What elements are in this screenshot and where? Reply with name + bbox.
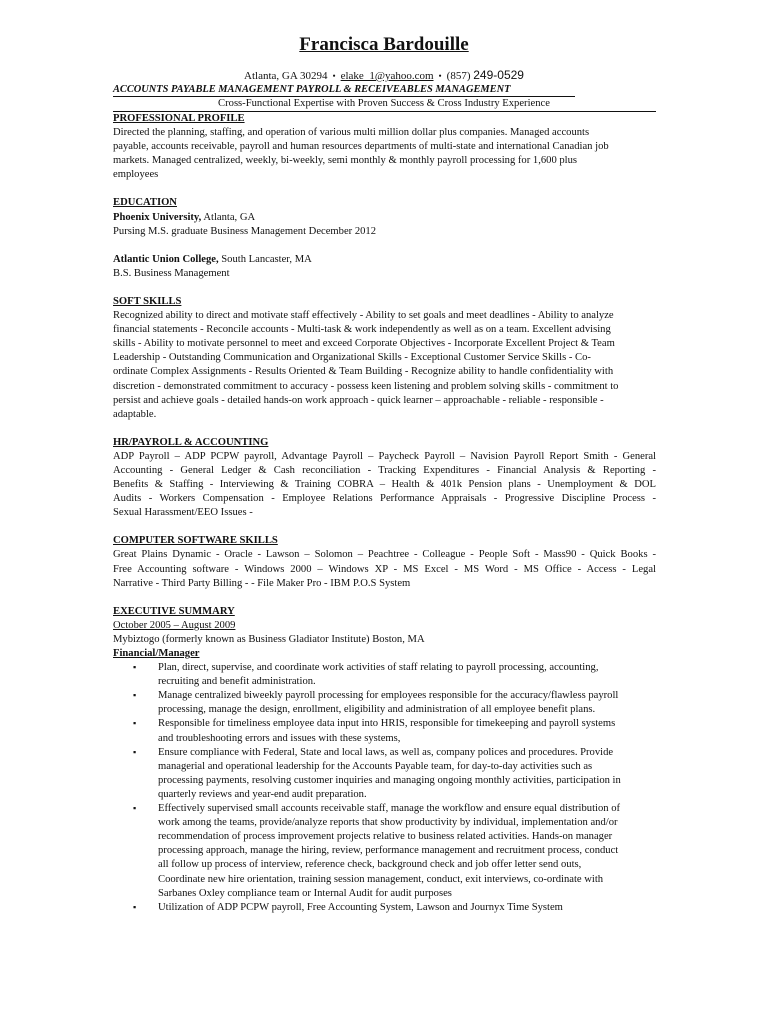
text-line: payable, accounts receivable, payroll and human resources departments of multi-state and international Canadian job (113, 141, 609, 153)
bullet-line: all follow up process of interview, reference check, background check and job offer letter send outs, (158, 859, 582, 871)
bullet-line: work among the teams, provide/analyze reports that show productivity by individual, implementation and/or (158, 817, 618, 829)
bullet-line: Responsible for timeliness employee data input into HRIS, responsible for timekeeping and payroll systems (158, 718, 616, 730)
bullet-icon: ▪ (133, 746, 137, 757)
bullet-line: processing approach, manage the hiring, review, performance management and recruitment process, conduct (158, 845, 619, 857)
text-line: persist and achieve goals - detailed hands-on work approach - quick learner – approachable - reliable - responsible - (113, 394, 604, 406)
bullet-icon: ▪ (133, 901, 137, 912)
soft-skills-text (113, 309, 656, 422)
school-detail: B.S. Business Management (113, 267, 230, 279)
text-line: Leadership - Outstanding Communication and Organizational Skills - Exceptional Customer Service Skills - Co- (113, 352, 591, 364)
section-title-hr-payroll: HR/PAYROLL & ACCOUNTING (113, 436, 269, 448)
text-line: Audits - Workers Compensation - Employee Relations Performance Appraisals - Progressive Discipline Process - (113, 493, 656, 505)
bullet-line: managerial and operational leadership for the Accounts Payable team, for day-to-day activities such as (158, 760, 593, 772)
section-title-profile: PROFESSIONAL PROFILE (113, 113, 245, 124)
job-dates: October 2005 – August 2009 (113, 619, 236, 631)
email-link[interactable]: elake_1@yahoo.com (340, 70, 434, 82)
bullet-icon: ▪ (133, 690, 137, 701)
text-line: markets. Managed centralized, weekly, bi-weekly, semi monthly & monthly payroll processing for 1,600 plus (113, 155, 578, 167)
school-name: Phoenix University, (113, 211, 202, 223)
text-line: Free Accounting software - Windows 2000 – Windows XP - MS Excel - MS Word - MS Office - Access - Legal (113, 563, 656, 575)
list-item (113, 901, 656, 915)
bullet-line: Coordinate new hire orientation, training session management, conduct, exit interviews, co-ordinate with (158, 873, 604, 885)
separator-dot: • (332, 71, 336, 81)
contact-line (0, 68, 768, 82)
education-entry (113, 211, 656, 239)
text-line: Recognized ability to direct and motivate staff effectively - Ability to set goals and meet deadlines - Ability to analyze (113, 310, 614, 322)
text-line: Benefits & Staffing - Interviewing & Training COBRA – Health & 401k Pension plans - Unemployment & DOL (113, 479, 656, 491)
bullet-line: Manage centralized biweekly payroll processing for employees responsible for the accuracy/flawless payroll (158, 690, 619, 702)
list-item (113, 661, 656, 689)
text-line: employees (113, 169, 159, 181)
list-item (113, 802, 656, 901)
text-line: Great Plains Dynamic - Oracle - Lawson – Solomon – Peachtree - Colleague - People Soft - Mass90 - Quick Books - (113, 549, 656, 561)
job-company: Mybiztogo (formerly known as Business Gladiator Institute) Boston, MA (113, 633, 425, 645)
bullet-line: recommendation of process improvement projects relative to business related activities. Hands-on manager (158, 831, 613, 843)
tagline: Cross-Functional Expertise with Proven Success & Cross Industry Experience (218, 98, 550, 109)
separator-dot: • (438, 71, 442, 81)
job-bullet-list (113, 661, 656, 915)
phone-number: 249-0529 (473, 68, 524, 82)
school-location: South Lancaster, MA (218, 253, 312, 265)
text-line: Directed the planning, staffing, and operation of various multi million dollar plus companies. Managed accounts (113, 127, 590, 139)
profile-text (113, 126, 656, 182)
list-item (113, 746, 656, 802)
bullet-line: Ensure compliance with Federal, State and local laws, as well as, company polices and procedures. Provide (158, 746, 614, 758)
bullet-icon: ▪ (133, 718, 137, 729)
text-line: Sexual Harassment/EEO Issues - (113, 507, 253, 519)
text-line: skills - Ability to motivate personnel to meet and exceed Corporate Objectives - Incorporate Excellent Project & Team (113, 338, 615, 350)
bullet-line: Sarbanes Oxley compliance team or Internal Audit for audit purposes (158, 887, 452, 899)
job-role: Financial/Manager (113, 648, 200, 659)
text-line: Accounting - General Ledger & Cash reconciliation - Tracking Expenditures - Financial Analysis & Reporting - (113, 464, 656, 476)
software-text (113, 548, 656, 590)
bullet-line: processing, manage the design, enrollment, eligibility and administration of all employee benefit plans. (158, 704, 596, 716)
text-line: ordinate Complex Assignments - Results Oriented & Team Building - Recognize ability to handle confidentiality with (113, 366, 614, 378)
school-detail: Pursing M.S. graduate Business Management December 2012 (113, 225, 377, 237)
bullet-icon: ▪ (133, 662, 137, 673)
resume-body (113, 112, 656, 915)
candidate-name: Francisca Bardouille (299, 34, 469, 55)
text-line: adaptable. (113, 408, 157, 420)
text-line: ADP Payroll – ADP PCPW payroll, Advantage Payroll – Paycheck Payroll – Navision Payroll Report Smith - General (113, 450, 656, 462)
bullet-line: and troubleshooting errors and issues with these systems, (158, 732, 401, 744)
bullet-line: quarterly reviews and year-end audit preparation. (158, 788, 367, 800)
hr-payroll-text (113, 450, 656, 520)
text-line: Narrative - Third Party Billing - - File Maker Pro - IBM P.O.S System (113, 577, 411, 589)
bullet-icon: ▪ (133, 803, 137, 814)
bullet-line: recruiting and benefit administration. (158, 676, 316, 688)
headline: ACCOUNTS PAYABLE MANAGEMENT PAYROLL & RECEIVEABLES MANAGEMENT (113, 83, 575, 97)
list-item (113, 717, 656, 745)
education-entry (113, 253, 656, 281)
school-name: Atlantic Union College, (113, 253, 219, 265)
text-line: financial statements - Reconcile accounts - Multi-task & work independently as well as on a team. Excellent advising (113, 324, 611, 336)
section-title-software: COMPUTER SOFTWARE SKILLS (113, 535, 278, 547)
location: Atlanta, GA 30294 (244, 70, 328, 82)
phone-area: (857) (446, 70, 471, 82)
section-title-education: EDUCATION (113, 197, 177, 209)
section-title-soft-skills: SOFT SKILLS (113, 295, 182, 307)
school-location: Atlanta, GA (201, 211, 256, 223)
bullet-line: Utilization of ADP PCPW payroll, Free Accounting System, Lawson and Journyx Time System (158, 901, 563, 913)
list-item (113, 689, 656, 717)
bullet-line: Plan, direct, supervise, and coordinate work activities of staff relating to payroll processing, accounting, (158, 662, 599, 674)
section-title-executive: EXECUTIVE SUMMARY (113, 605, 235, 617)
bullet-line: processing payments, resolving customer inquiries and managing ongoing monthly activities, participation in (158, 774, 621, 786)
bullet-line: Effectively supervised small accounts receivable staff, manage the workflow and ensure equal distribution of (158, 803, 621, 815)
text-line: discretion - demonstrated commitment to accuracy - possess keen listening and problem solving skills - commitment to (113, 380, 619, 392)
